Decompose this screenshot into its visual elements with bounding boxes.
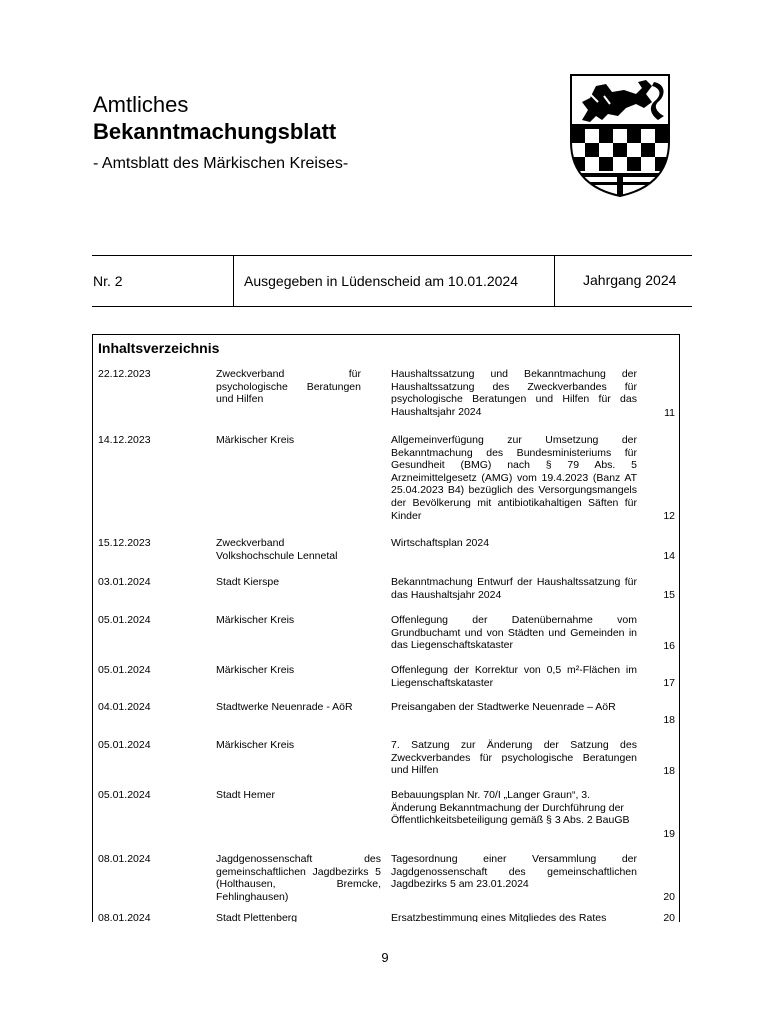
toc-entry <box>93 576 679 602</box>
issue-year: Jahrgang 2024 <box>583 272 677 288</box>
entry-page: 20 <box>663 912 675 922</box>
entry-date: 08.01.2024 <box>98 912 151 922</box>
toc-entry <box>93 368 679 420</box>
entry-description: Bekanntmachung Entwurf der Haushaltssatzung für das Haushaltsjahr 2024 <box>391 576 637 601</box>
entry-date: 03.01.2024 <box>98 576 151 588</box>
toc-entry <box>93 789 679 841</box>
entry-page: 17 <box>663 677 675 690</box>
toc-entry <box>93 739 679 778</box>
entry-organization: Märkischer Kreis <box>216 739 295 751</box>
entry-description: Offenlegung der Datenübernahme vom Grundbuchamt und von Städten und Gemeinden in das Liegenschaftskataster <box>391 614 637 652</box>
entry-page: 14 <box>663 550 675 563</box>
entry-page: 18 <box>663 765 675 778</box>
entry-date: 14.12.2023 <box>98 434 151 446</box>
issue-published-date: Ausgegeben in Lüdenscheid am 10.01.2024 <box>233 256 555 306</box>
entry-page: 11 <box>664 407 675 420</box>
entry-page: 20 <box>663 891 675 904</box>
title-line-2: Bekanntmachungsblatt <box>93 119 337 144</box>
entry-page: 18 <box>663 714 675 727</box>
toc-heading: Inhaltsverzeichnis <box>98 340 220 356</box>
entry-organization: Märkischer Kreis <box>216 614 295 626</box>
entry-page: 19 <box>663 828 675 841</box>
entry-description: Allgemeinverfügung zur Umsetzung der Bekanntmachung des Bundesministeriums für Gesundheit (BMG) nach § 79 Abs. 5 Arzneimittelgesetz (AMG) vom 19.4.2023 (Banz AT 25.04.2023 B4) bezüglich des Versorgungsmangels der Bevölkerung mit antibiotikahaltigen Säften für Kinder <box>391 434 637 522</box>
entry-description: Ersatzbestimmung eines Mitgliedes des Rates <box>391 912 607 922</box>
entry-description: Offenlegung der Korrektur von 0,5 m²-Flächen im Liegenschaftskataster <box>391 664 637 689</box>
entry-date: 05.01.2024 <box>98 614 151 626</box>
issue-number: Nr. 2 <box>93 273 123 289</box>
coat-of-arms-icon <box>568 72 672 198</box>
entry-date: 05.01.2024 <box>98 739 151 751</box>
entry-page: 15 <box>663 589 675 602</box>
entry-description: Preisangaben der Stadtwerke Neuenrade – AöR <box>391 701 616 713</box>
entry-organization: Zweckverband für psychologische Beratungen und Hilfen <box>216 368 361 406</box>
toc-entry <box>93 912 679 922</box>
entry-organization: Stadt Kierspe <box>216 576 280 588</box>
entry-organization: Jagdgenossenschaft des gemeinschaftlichen Jagdbezirks 5 (Holthausen, Bremcke, Fehlinghausen) <box>216 853 381 903</box>
toc-entry <box>93 434 679 523</box>
issue-info-bar <box>92 255 692 307</box>
entry-description: Wirtschaftsplan 2024 <box>391 537 490 549</box>
entry-page: 16 <box>663 640 675 653</box>
toc-entry <box>93 664 679 690</box>
entry-date: 05.01.2024 <box>98 789 151 801</box>
entry-organization: Stadtwerke Neuenrade - AöR <box>216 701 353 713</box>
entry-description: 7. Satzung zur Änderung der Satzung des Zweckverbandes für psychologische Beratungen und Hilfen <box>391 739 637 777</box>
title-line-1: Amtliches <box>93 92 189 117</box>
document-title-block <box>93 92 348 174</box>
entry-date: 04.01.2024 <box>98 701 151 713</box>
entry-date: 05.01.2024 <box>98 664 151 676</box>
toc-entry <box>93 614 679 653</box>
toc-entry <box>93 701 679 727</box>
entry-organization: Stadt Plettenberg <box>216 912 298 922</box>
entry-date: 22.12.2023 <box>98 368 151 380</box>
toc-entry <box>93 537 679 563</box>
entry-organization: Märkischer Kreis <box>216 664 295 676</box>
entry-organization: Stadt Hemer <box>216 789 275 801</box>
table-of-contents <box>92 334 680 922</box>
toc-entry <box>93 853 679 904</box>
entry-organization: Zweckverband Volkshochschule Lennetal <box>216 537 338 562</box>
entry-description: Bebauungsplan Nr. 70/I „Langer Graun“, 3. Änderung Bekanntmachung der Durchführung der Öffentlichkeitsbeteiligung gemäß § 3 Abs. 2 BauGB <box>391 789 630 827</box>
page-number: 9 <box>381 950 389 965</box>
entry-page: 12 <box>663 510 675 523</box>
entry-date: 15.12.2023 <box>98 537 151 549</box>
entry-description: Haushaltssatzung und Bekanntmachung der Haushaltssatzung des Zweckverbandes für psychologische Beratungen und Hilfen für das Haushaltsjahr 2024 <box>391 368 637 418</box>
subtitle: - Amtsblatt des Märkischen Kreises- <box>93 155 349 172</box>
entry-organization: Märkischer Kreis <box>216 434 295 446</box>
entry-description: Tagesordnung einer Versammlung der Jagdgenossenschaft des gemeinschaftlichen Jagdbezirks 5 am 23.01.2024 <box>391 853 637 891</box>
entry-date: 08.01.2024 <box>98 853 151 865</box>
